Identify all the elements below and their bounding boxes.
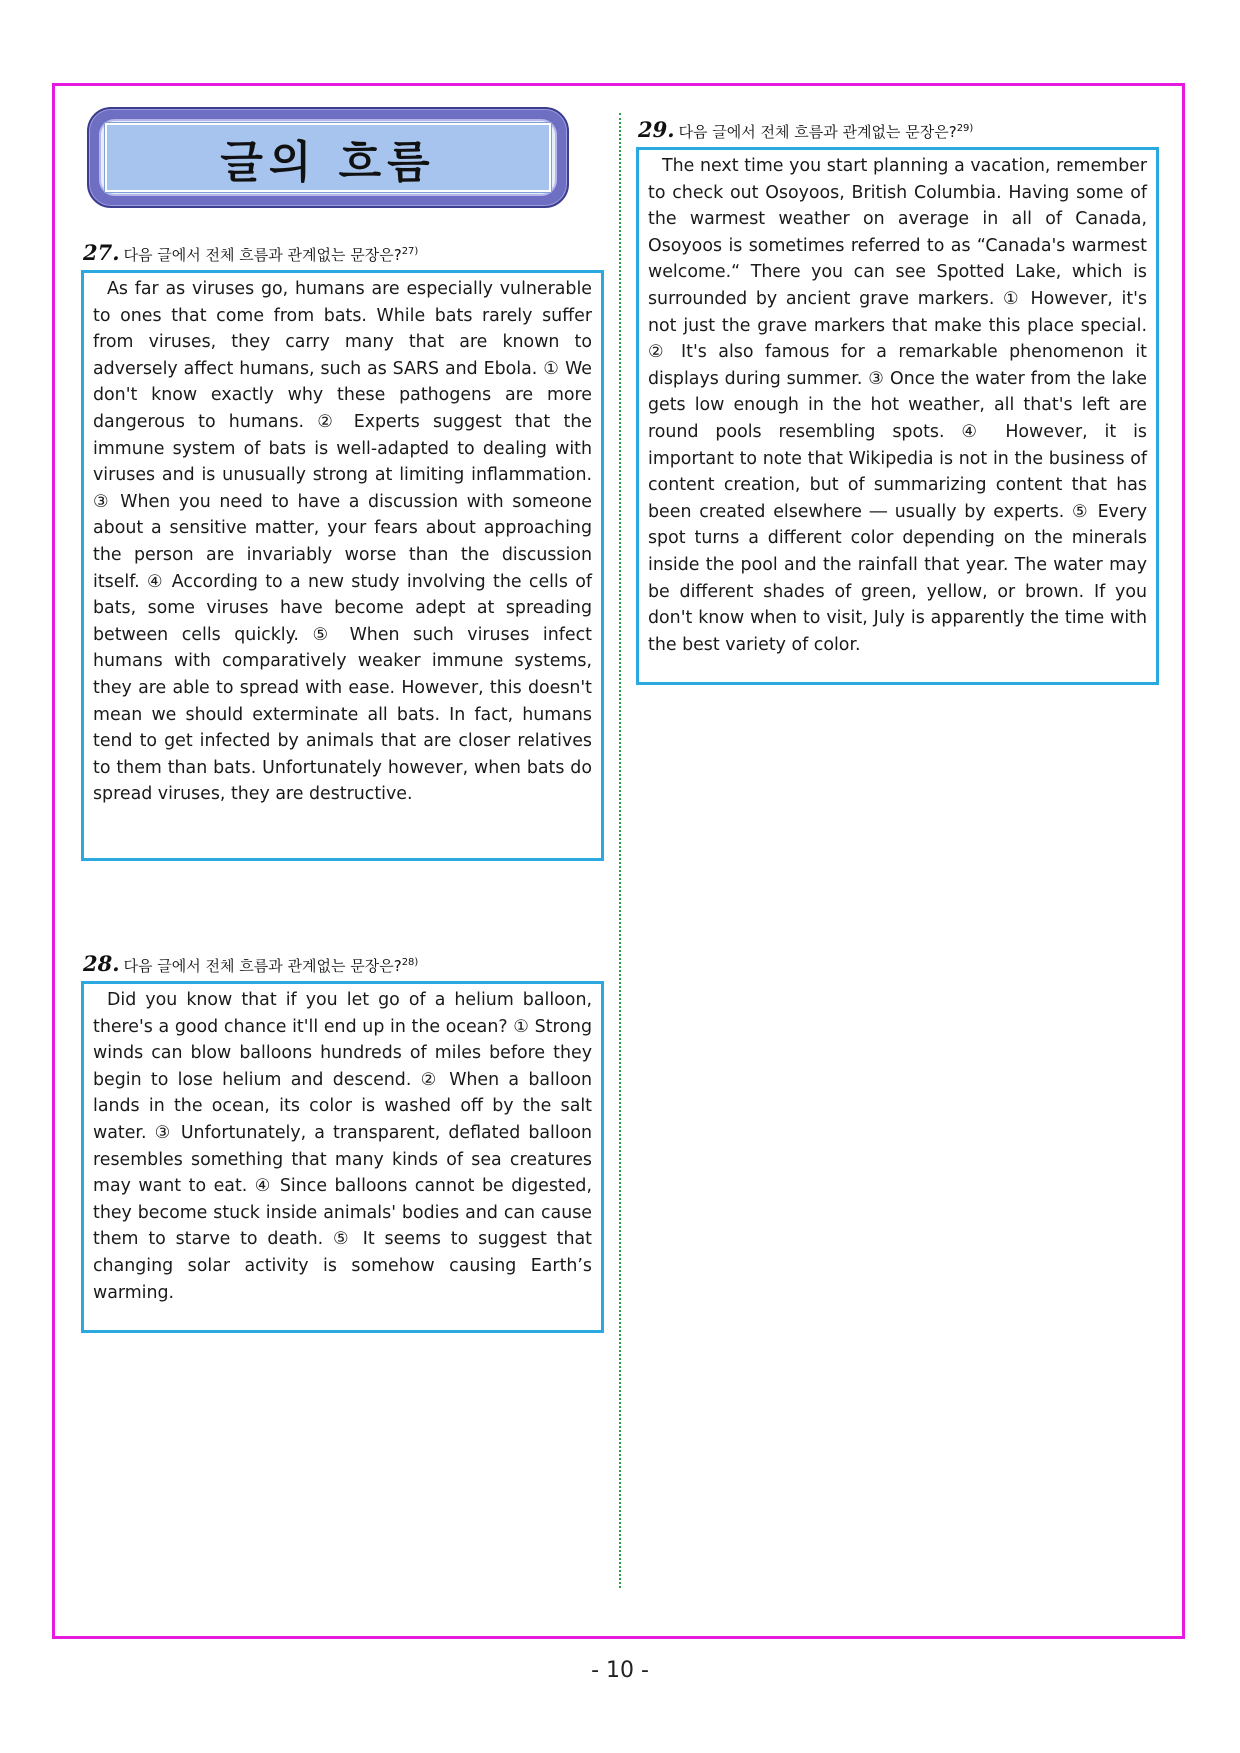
passage-text: Did you know that if you let go of a helium balloon, there's a good chance it'll end up in the ocean? ① Strong winds can blow balloons hundreds of miles before they begin to lose helium and descend. ② When a balloon lands in the ocean, its color is washed off by the salt water. ③ Unfortunately, a transparent, deflated balloon resembles something that many kinds of sea creatures may want to eat. ④ Since balloons cannot be digested, they become stuck inside animals' bodies and can cause them to starve to death. ⑤ It seems to suggest that changing solar activity is somehow causing Earth’s warming. <box>93 990 592 1303</box>
question-number: 28. <box>83 951 120 976</box>
passage-box-27 <box>81 270 604 861</box>
question-prompt: 다음 글에서 전체 흐름과 관계없는 문장은? <box>123 957 402 975</box>
question-heading-29 <box>638 117 973 142</box>
question-prompt: 다음 글에서 전체 흐름과 관계없는 문장은? <box>123 246 402 264</box>
question-prompt: 다음 글에서 전체 흐름과 관계없는 문장은? <box>678 123 957 141</box>
page-number: - 10 - <box>591 1658 649 1683</box>
question-number: 27. <box>83 240 120 265</box>
question-heading-28 <box>83 951 418 976</box>
column-divider <box>619 113 621 1588</box>
passage-text: The next time you start planning a vacation, remember to check out Osoyoos, British Columbia. Having some of the warmest weather on average in all of Canada, Osoyoos is sometimes referred to as “Canada's warmest welcome.“ There you can see Spotted Lake, which is surrounded by ancient grave markers. ① However, it's not just the grave markers that make this place special. ② It's also famous for a remarkable phenomenon it displays during summer. ③ Once the water from the lake gets low enough in the hot weather, all that's left are round pools resembling spots. ④ However, it is important to note that Wikipedia is not in the business of content creation, but of summarizing content that has been created elsewhere ― usually by experts. ⑤ Every spot turns a different color depending on the minerals inside the pool and the rainfall that year. The water may be different shades of green, yellow, or brown. If you don't know when to visit, July is apparently the time with the best variety of color. <box>648 156 1147 655</box>
passage-box-29 <box>636 147 1159 685</box>
footnote-ref: 28) <box>401 957 419 968</box>
page-title: 글의 흐름 <box>220 136 436 188</box>
passage-box-28 <box>81 981 604 1333</box>
passage-text: As far as viruses go, humans are especially vulnerable to ones that come from bats. While bats rarely suffer from viruses, they carry many that are known to adversely affect humans, such as SARS and Ebola. ① We don't know exactly why these pathogens are more dangerous to humans. ② Experts suggest that the immune system of bats is well-adapted to dealing with viruses and is unusually strong at limiting inflammation. ③ When you need to have a discussion with someone about a sensitive matter, your fears about approaching the person are invariably worse than the discussion itself. ④ According to a new study involving the cells of bats, some viruses have become adept at spreading between cells quickly. ⑤ When such viruses infect humans with comparatively weaker immune systems, they are able to spread with ease. However, this doesn't mean we should exterminate all bats. In fact, humans tend to get infected by animals that are closer relatives to them than bats. Unfortunately however, when bats do spread viruses, they are destructive. <box>93 279 592 805</box>
footnote-ref: 27) <box>401 246 419 257</box>
title-banner-inner <box>105 123 551 192</box>
question-number: 29. <box>638 117 675 142</box>
question-heading-27 <box>83 240 418 265</box>
footnote-ref: 29) <box>956 123 974 134</box>
title-banner <box>87 107 569 208</box>
